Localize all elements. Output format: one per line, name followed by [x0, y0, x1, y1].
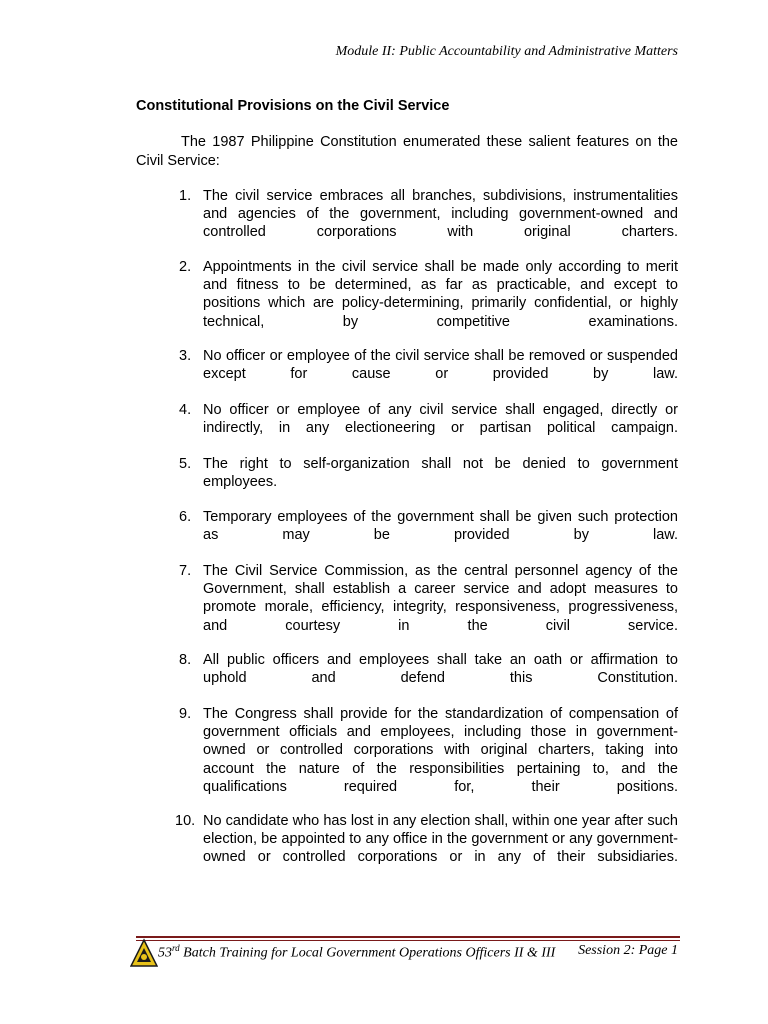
item-text: The right to self-organization shall not be denied to government employees. [203, 456, 678, 491]
item-text: The Congress shall provide for the standardization of compensation of government officials and employees, including those in government-owned or controlled corporations with original charters, taking into account the nature of the responsibilities pertaining to, and the qualifications required for, their positions. [203, 706, 678, 795]
item-number: 3. [179, 348, 192, 364]
item-text: Temporary employees of the government shall be given such protection as may be provided by law. [203, 509, 678, 544]
list-item [136, 508, 678, 563]
item-number: 1. [179, 188, 192, 204]
lgoo-triangle-logo-icon [130, 938, 158, 968]
item-number: 5. [179, 456, 192, 472]
list-item [136, 187, 678, 260]
footer-rule [136, 936, 680, 938]
list-item [136, 705, 678, 814]
footer-rule-thin [136, 940, 680, 941]
item-text: No officer or employee of the civil service shall be removed or suspended except for cause or provided by law. [203, 348, 678, 383]
item-number: 10. [175, 813, 196, 829]
list-item [136, 812, 678, 885]
batch-number: 53 [158, 945, 172, 961]
item-text: All public officers and employees shall take an oath or affirmation to uphold and defend this Constitution. [203, 652, 678, 687]
intro-paragraph: The 1987 Philippine Constitution enumerated these salient features on the Civil Service: [136, 134, 678, 169]
item-number: 8. [179, 652, 192, 668]
page-header: Module II: Public Accountability and Administrative Matters [335, 44, 678, 59]
batch-suffix: rd [172, 943, 180, 953]
item-text: No officer or employee of any civil service shall engaged, directly or indirectly, in any electioneering or partisan political campaign. [203, 402, 678, 437]
item-text: No candidate who has lost in any election shall, within one year after such election, be appointed to any office in the government or any government-owned or controlled corporations or in any of their subsidiaries. [203, 813, 678, 866]
item-text: Appointments in the civil service shall be made only according to merit and fitness to be determined, as far as practicable, and except to positions which are policy-determining, primarily confidential, or highly technical, by competitive examinations. [203, 259, 678, 330]
item-number: 4. [179, 402, 192, 418]
list-item [136, 347, 678, 402]
item-number: 6. [179, 509, 192, 525]
item-number: 7. [179, 563, 192, 579]
list-item [136, 455, 678, 510]
batch-text: Batch Training for Local Government Operations Officers II & III [179, 945, 556, 961]
footer-batch-text [158, 943, 555, 962]
footer-page-number: Session 2: Page 1 [578, 943, 678, 958]
list-item [136, 401, 678, 456]
item-text: The civil service embraces all branches, subdivisions, instrumentalities and agencies of the government, including government-owned and controlled corporations with original charters. [203, 188, 678, 241]
list-item [136, 258, 678, 349]
list-item [136, 651, 678, 706]
item-number: 2. [179, 259, 192, 275]
item-number: 9. [179, 706, 192, 722]
list-item [136, 562, 678, 653]
section-title: Constitutional Provisions on the Civil Service [136, 98, 450, 114]
item-text: The Civil Service Commission, as the central personnel agency of the Government, shall establish a career service and adopt measures to promote morale, efficiency, integrity, responsiveness, progressiveness, and courtesy in the civil service. [203, 563, 678, 634]
